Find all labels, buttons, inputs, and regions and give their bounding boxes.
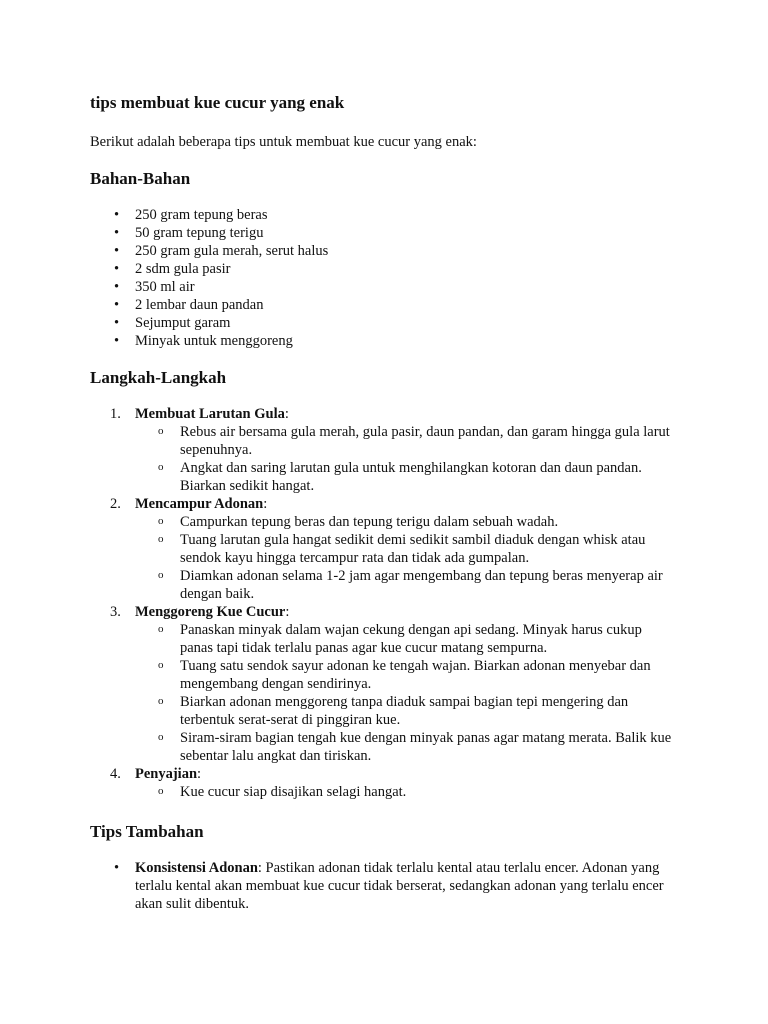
substep-item: o Diamkan adonan selama 1-2 jam agar mengembang dan tepung beras menyerap air dengan baik. (135, 567, 675, 603)
substep-item: o Tuang larutan gula hangat sedikit demi sedikit sambil diaduk dengan whisk atau sendok kayu hingga tercampur rata dan tidak ada gumpalan. (135, 531, 675, 567)
step-number: 2. (110, 496, 121, 512)
step-colon: : (284, 406, 289, 422)
list-item: • 350 ml air (90, 278, 680, 296)
tips-list (90, 859, 680, 913)
tip-title: Konsistensi Adonan (135, 860, 258, 876)
page-title: tips membuat kue cucur yang enak (90, 93, 345, 112)
tip-item (90, 859, 680, 913)
step-item (90, 603, 680, 765)
substep-item: o Panaskan minyak dalam wajan cekung dengan api sedang. Minyak harus cukup panas tapi tidak terlalu panas agar kue cucur matang sempurna. (135, 621, 675, 657)
step-colon: : (263, 496, 268, 512)
bahan-list (90, 206, 680, 350)
substep-item: o Siram-siram bagian tengah kue dengan minyak panas agar matang merata. Balik kue sebentar lalu angkat dan tiriskan. (135, 729, 675, 765)
substep-list (135, 423, 680, 495)
heading-bahan: Bahan-Bahan (90, 169, 191, 188)
step-item (90, 765, 680, 801)
step-title: Penyajian (135, 766, 198, 782)
list-item: • 250 gram tepung beras (90, 206, 680, 224)
step-number: 3. (110, 604, 121, 620)
list-item: • 50 gram tepung terigu (90, 224, 680, 242)
substep-item: o Tuang satu sendok sayur adonan ke tengah wajan. Biarkan adonan menyebar dan mengembang dengan sendirinya. (135, 657, 675, 693)
step-title: Mencampur Adonan (135, 496, 264, 512)
list-item: • Sejumput garam (90, 314, 680, 332)
step-colon: : (285, 604, 290, 620)
step-item (90, 405, 680, 495)
substep-list (135, 513, 680, 603)
tip-text: : Pastikan adonan tidak terlalu kental atau terlalu encer. Adonan yang terlalu kental akan membuat kue cucur tidak berserat, sedangkan adonan yang terlalu encer akan sulit dibentuk. (135, 860, 664, 912)
substep-item: o Biarkan adonan menggoreng tanpa diaduk sampai bagian tepi mengering dan terbentuk serat-serat di pinggiran kue. (135, 693, 675, 729)
substep-item: o Angkat dan saring larutan gula untuk menghilangkan kotoran dan daun pandan. Biarkan sedikit hangat. (135, 459, 675, 495)
substep-item: o Campurkan tepung beras dan tepung terigu dalam sebuah wadah. (135, 513, 675, 531)
substep-list (135, 621, 680, 765)
list-item: • 2 lembar daun pandan (90, 296, 680, 314)
step-title: Membuat Larutan Gula (135, 406, 285, 422)
list-item: • 250 gram gula merah, serut halus (90, 242, 680, 260)
intro-paragraph: Berikut adalah beberapa tips untuk membuat kue cucur yang enak: (90, 134, 477, 150)
substep-item: o Rebus air bersama gula merah, gula pasir, daun pandan, dan garam hingga gula larut sepenuhnya. (135, 423, 675, 459)
step-item (90, 495, 680, 603)
step-number: 4. (110, 766, 121, 782)
steps-list (90, 405, 680, 801)
substep-list (135, 783, 680, 801)
step-colon: : (197, 766, 202, 782)
substep-item: o Kue cucur siap disajikan selagi hangat. (135, 783, 675, 801)
heading-langkah: Langkah-Langkah (90, 368, 227, 387)
list-item: • 2 sdm gula pasir (90, 260, 680, 278)
step-title: Menggoreng Kue Cucur (135, 604, 286, 620)
step-number: 1. (110, 406, 121, 422)
list-item: • Minyak untuk menggoreng (90, 332, 680, 350)
heading-tips: Tips Tambahan (90, 822, 204, 841)
